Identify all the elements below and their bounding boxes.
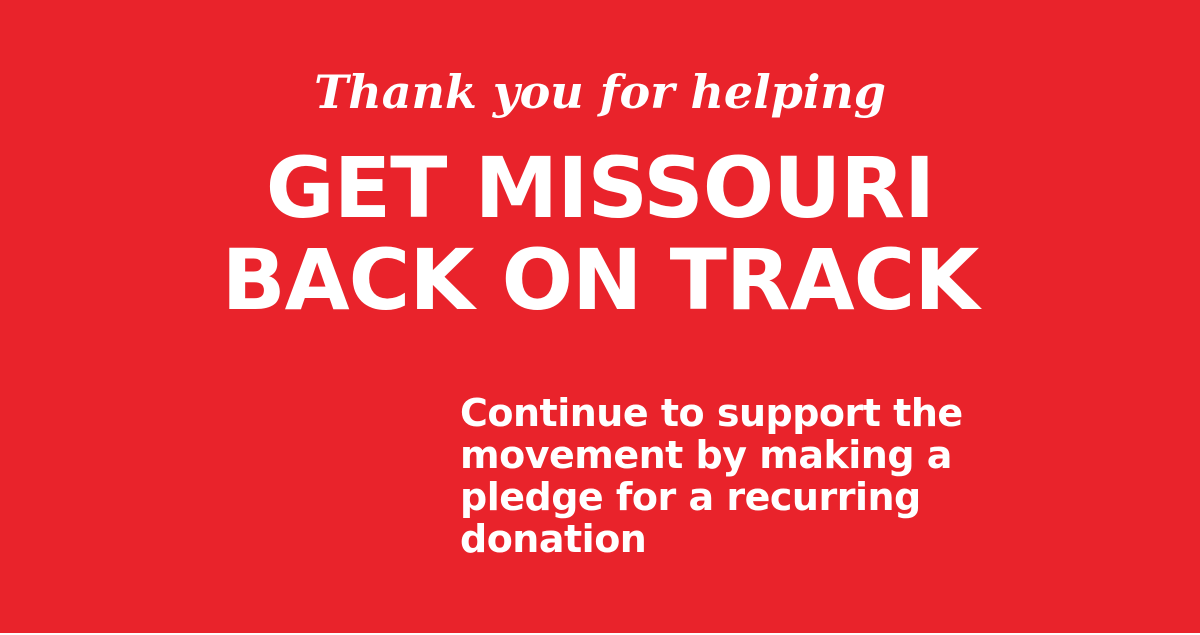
headline: [0, 139, 1200, 329]
headline-line-2: BACK ON TRACK: [221, 231, 979, 329]
pledge-line-1: Continue to support the: [460, 391, 963, 435]
headline-line-1: GET MISSOURI: [265, 139, 935, 237]
pledge-line-4: donation: [460, 517, 647, 561]
tagline: Thank you for helping: [314, 65, 886, 119]
pledge-line-2: movement by making a: [460, 433, 952, 477]
pledge-message: [460, 392, 1160, 560]
pledge-line-3: pledge for a recurring: [460, 475, 921, 519]
